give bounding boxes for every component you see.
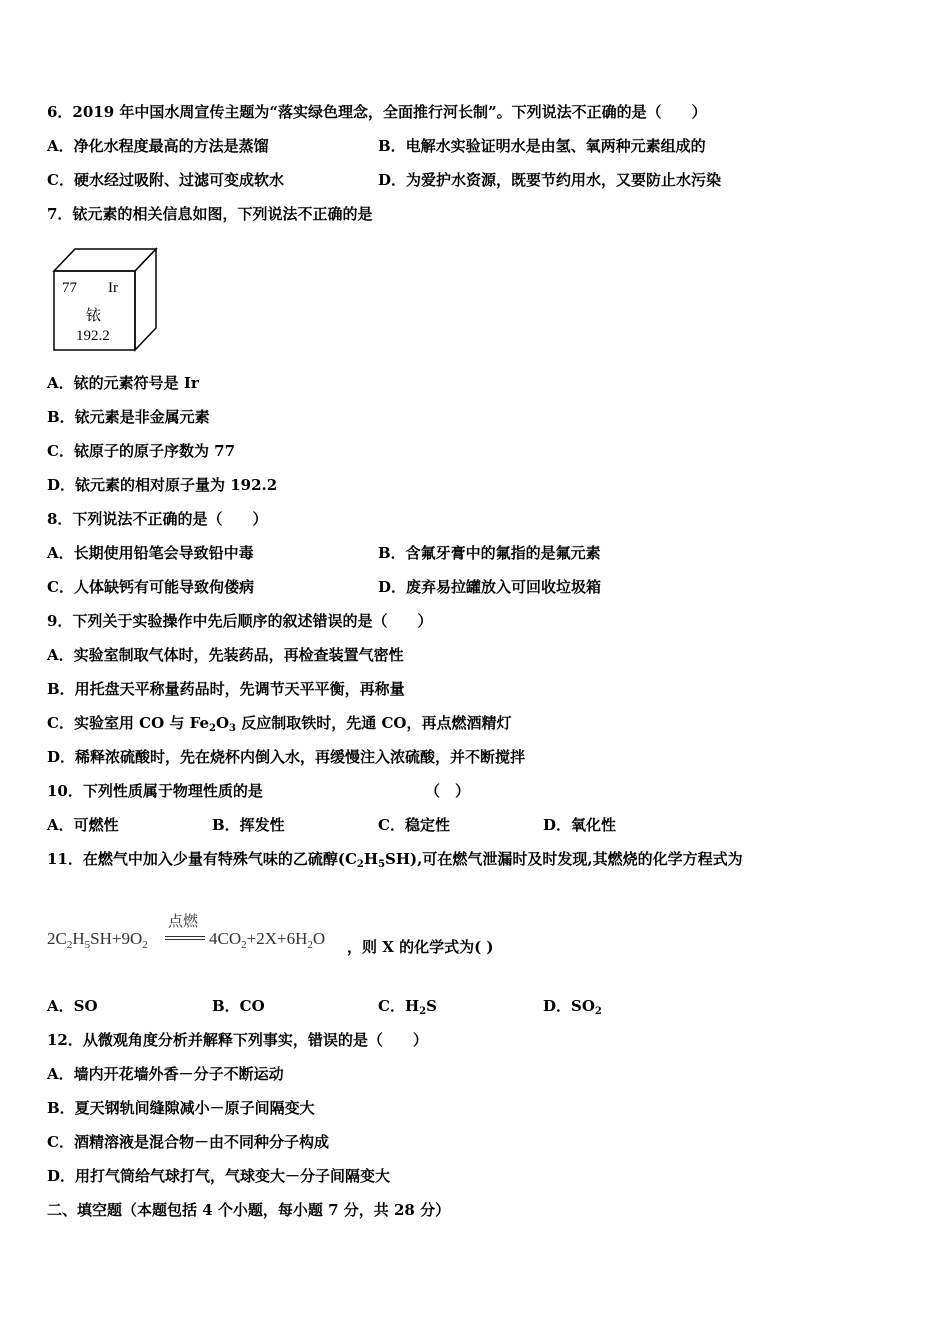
- q12-option-c: C．酒精溶液是混合物－由不同种分子构成: [47, 1133, 329, 1151]
- subscript: 3: [229, 723, 236, 734]
- subscript: 2: [419, 1006, 427, 1017]
- q11-option-a: A．SO: [47, 997, 98, 1015]
- q8-option-c: C．人体缺钙有可能导致佝偻病: [47, 578, 254, 596]
- q6-option-c: C．硬水经过吸附、过滤可变成软水: [47, 171, 284, 189]
- q11-option-c-text: C．H: [378, 997, 420, 1015]
- q10-option-b: B．挥发性: [212, 816, 285, 834]
- q7-option-a: A．铱的元素符号是 Ir: [47, 374, 199, 392]
- q8-option-b: B．含氟牙膏中的氟指的是氟元素: [378, 544, 601, 562]
- q10-option-d: D．氧化性: [543, 816, 617, 834]
- section-heading: 二、填空题（本题包括 4 个小题，每小题 7 分，共 28 分）: [47, 1201, 451, 1219]
- q12-option-d: D．用打气筒给气球打气，气球变大－分子间隔变大: [47, 1167, 391, 1185]
- q11-stem: [47, 849, 743, 869]
- subscript: 2: [594, 1006, 602, 1017]
- q10-stem: 10．下列性质属于物理性质的是: [47, 782, 263, 800]
- q9-option-c-text: O: [215, 714, 230, 732]
- equals-sign-line: [165, 936, 205, 937]
- q11-option-b: B．CO: [212, 997, 265, 1015]
- q12-option-a: A．墙内开花墙外香－分子不断运动: [47, 1065, 284, 1083]
- q6-option-d: D．为爱护水资源，既要节约用水，又要防止水污染: [378, 171, 722, 189]
- element-name: 铱: [86, 306, 102, 324]
- q10-answer-paren: （ ）: [425, 782, 471, 800]
- reaction-condition: 点燃: [168, 912, 199, 930]
- q11-question-tail: ，则 X 的化学式为( ): [347, 938, 494, 956]
- q9-option-c: [47, 713, 511, 733]
- equals-sign-line: [165, 939, 205, 940]
- element-symbol: Ir: [108, 280, 118, 296]
- q9-option-a: A．实验室制取气体时，先装药品，再检查装置气密性: [47, 646, 404, 664]
- q11-option-d: [543, 996, 602, 1016]
- q11-option-c-text: S: [426, 997, 437, 1015]
- atomic-mass: 192.2: [76, 328, 110, 344]
- q9-option-b: B．用托盘天平称量药品时，先调节天平平衡，再称量: [47, 680, 405, 698]
- q6-stem: 6．2019 年中国水周宣传主题为“落实绿色理念，全面推行河长制”。下列说法不正确的是（ ）: [47, 103, 707, 121]
- q11-stem-text: 11．在燃气中加入少量有特殊气味的乙硫醇(C: [47, 850, 357, 868]
- equation-reactants: $2C_2H_5SH+9O_2$: [47, 929, 148, 951]
- q7-option-d: D．铱元素的相对原子量为 192.2: [47, 476, 278, 494]
- subscript: 2: [208, 723, 216, 734]
- q9-option-d: D．稀释浓硫酸时，先在烧杯内倒入水，再缓慢注入浓硫酸，并不断搅拌: [47, 748, 526, 766]
- q11-stem-text: SH),可在燃气泄漏时及时发现,其燃烧的化学方程式为: [385, 850, 743, 868]
- q11-stem-text: H: [363, 850, 379, 868]
- equation-products: $4CO_2+2X+6H_2O$: [209, 929, 326, 951]
- q11-option-d-text: D．SO: [543, 997, 595, 1015]
- q10-option-c: C．稳定性: [378, 816, 450, 834]
- q9-stem: 9．下列关于实验操作中先后顺序的叙述错误的是（ ）: [47, 612, 433, 630]
- q8-stem: 8．下列说法不正确的是（ ）: [47, 510, 268, 528]
- q10-option-a: A．可燃性: [47, 816, 119, 834]
- q9-option-c-text: C．实验室用 CO 与 Fe: [47, 714, 209, 732]
- combustion-equation: [47, 912, 517, 962]
- q12-option-b: B．夏天钢轨间缝隙减小－原子间隔变大: [47, 1099, 315, 1117]
- q7-option-b: B．铱元素是非金属元素: [47, 408, 210, 426]
- q12-stem: 12．从微观角度分析并解释下列事实，错误的是（ ）: [47, 1031, 428, 1049]
- q9-option-c-text: 反应制取铁时，先通 CO，再点燃酒精灯: [236, 714, 512, 732]
- q6-option-a: A．净化水程度最高的方法是蒸馏: [47, 137, 269, 155]
- q7-option-c: C．铱原子的原子序数为 77: [47, 442, 236, 460]
- q8-option-a: A．长期使用铅笔会导致铅中毒: [47, 544, 254, 562]
- atomic-number: 77: [62, 280, 77, 296]
- subscript: 5: [378, 859, 386, 870]
- element-cell-figure: [50, 246, 160, 352]
- q7-stem: 7．铱元素的相关信息如图，下列说法不正确的是: [47, 205, 373, 223]
- q8-option-d: D．废弃易拉罐放入可回收垃圾箱: [378, 578, 602, 596]
- q6-option-b: B．电解水实验证明水是由氢、氧两种元素组成的: [378, 137, 706, 155]
- subscript: 2: [356, 859, 364, 870]
- q11-option-c: [378, 996, 437, 1016]
